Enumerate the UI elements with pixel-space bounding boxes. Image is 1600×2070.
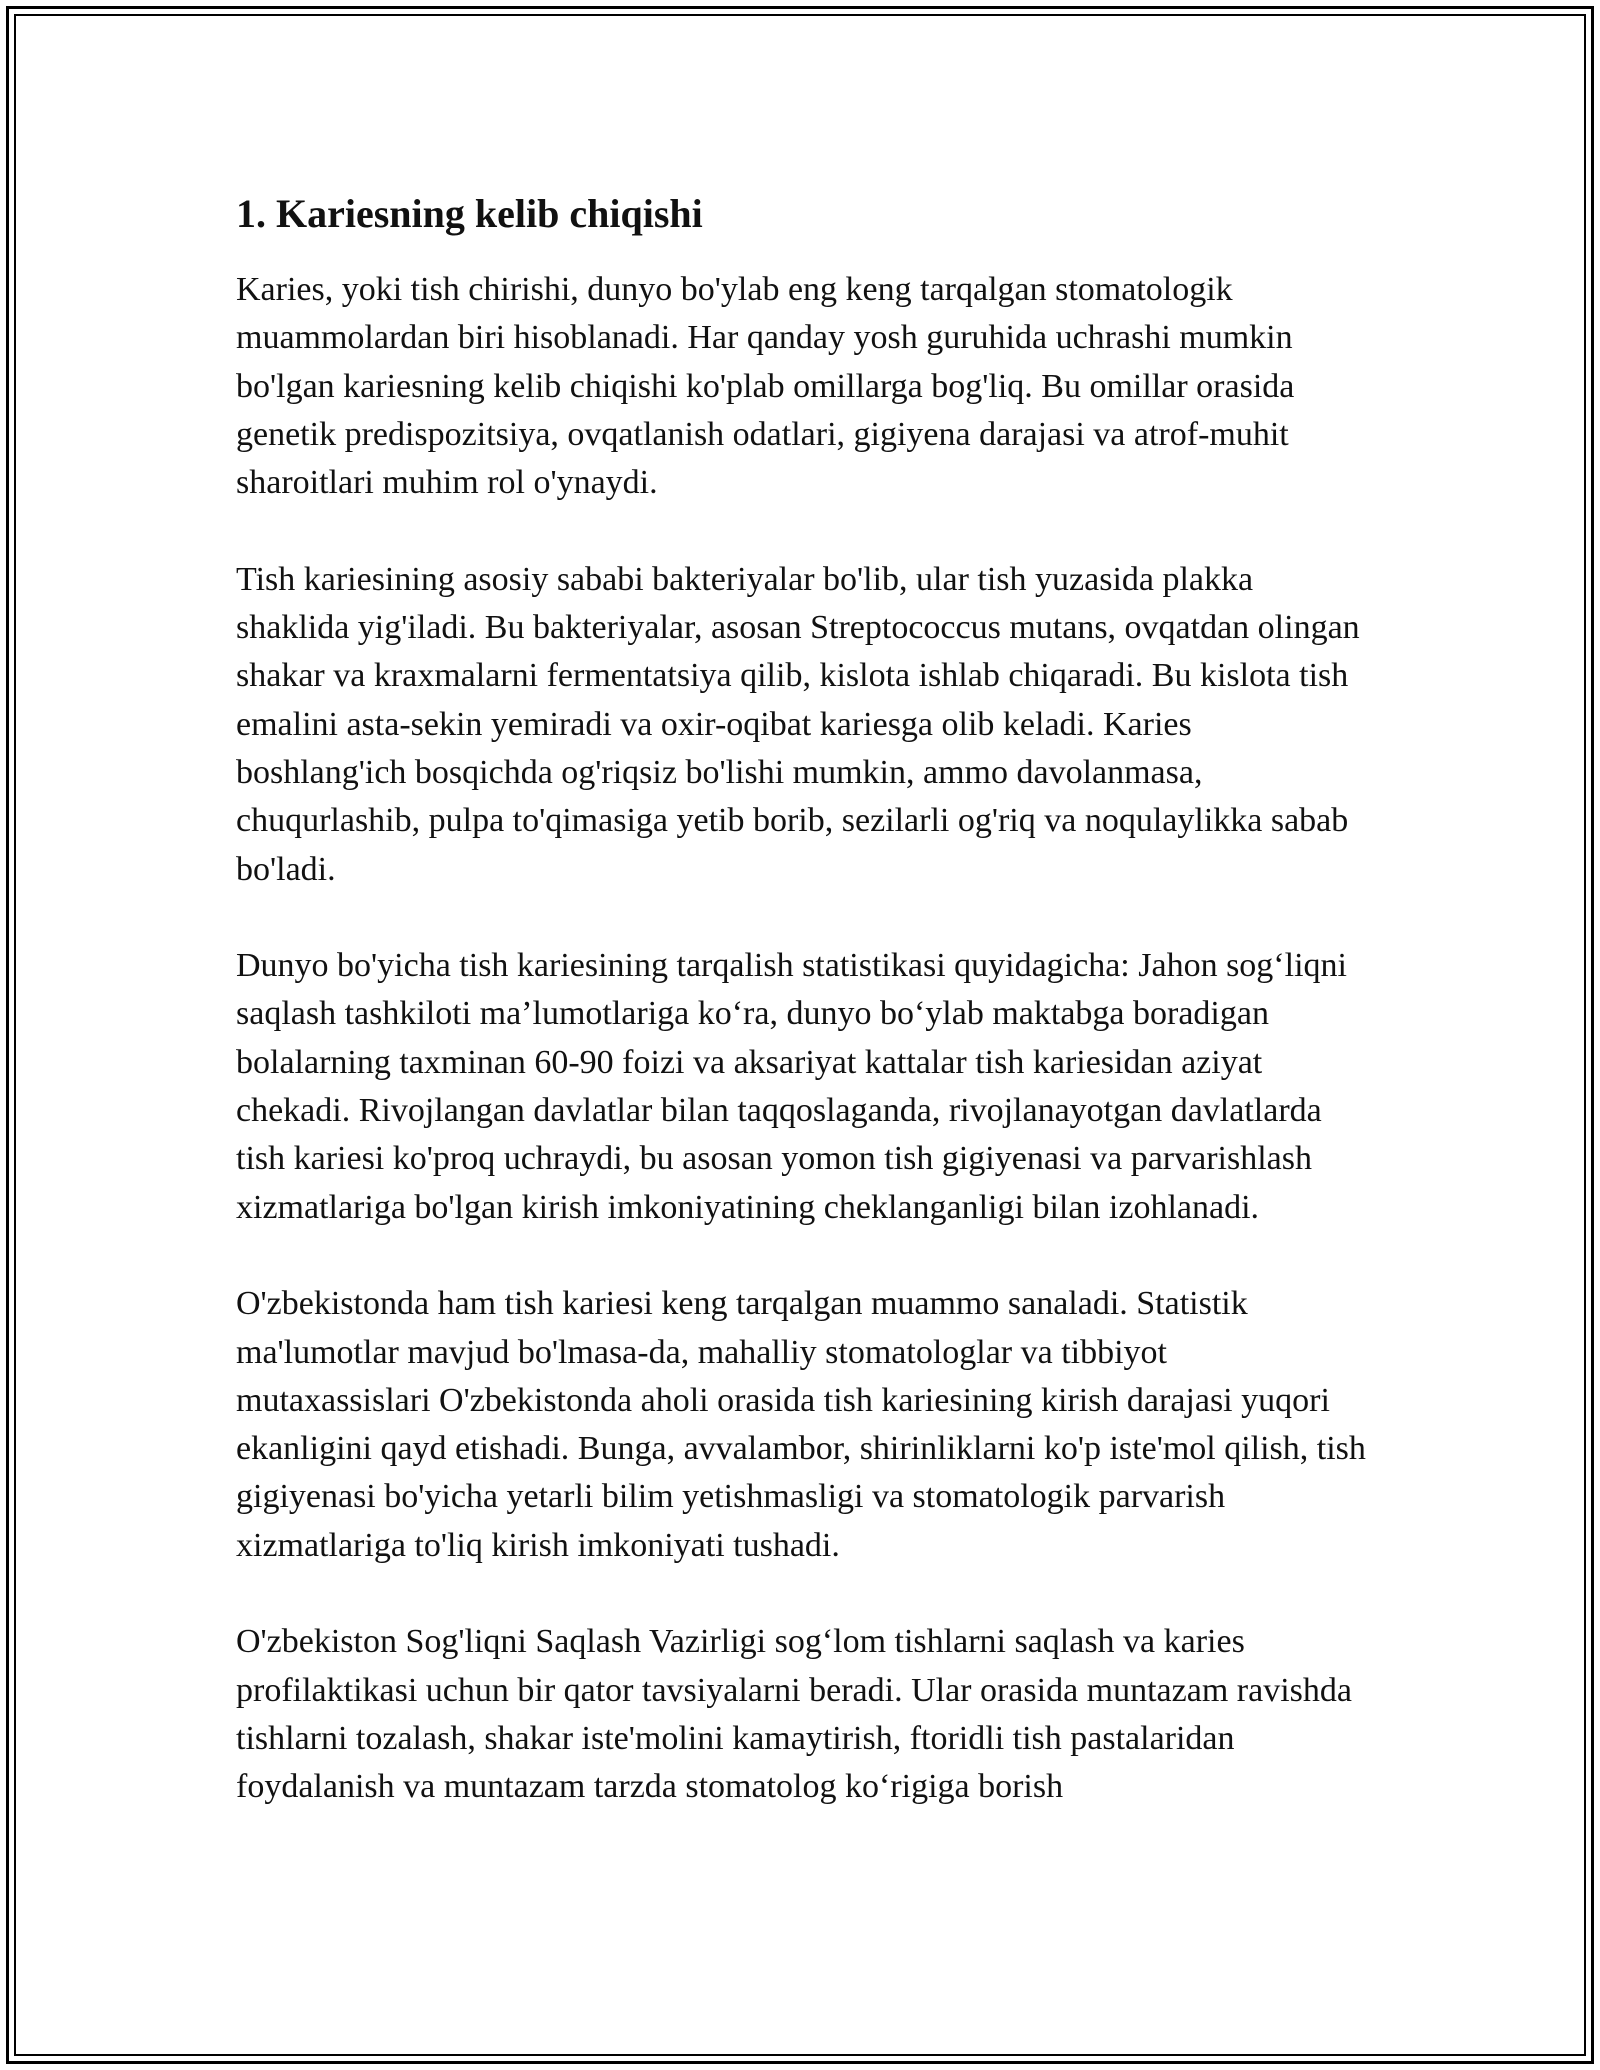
paragraph-3: Dunyo bo'yicha tish kariesining tarqalish statistikasi quyidagicha: Jahon sog‘liqni saqlash tashkiloti ma’lumotlariga ko‘ra, dunyo bo‘ylab maktabga boradigan bolalarning taxminan 60-90 foizi va aksariyat kattalar tish kariesidan aziyat chekadi. Rivojlangan davlatlar bilan taqqoslaganda, rivojlanayotgan davlatlarda tish kariesi ko'proq uchraydi, bu asosan yomon tish gigiyenasi va parvarishlash xizmatlariga bo'lgan kirish imkoniyatining cheklanganligi bilan izohlanadi. — [236, 947, 1347, 1226]
paragraph-1: Karies, yoki tish chirishi, dunyo bo'ylab eng keng tarqalgan stomatologik muammolardan biri hisoblanadi. Har qanday yosh guruhida uchrashi mumkin bo'lgan kariesning kelib chiqishi ko'plab omillarga bog'liq. Bu omillar orasida genetik predispozitsiya, ovqatlanish odatlari, gigiyena darajasi va atrof-muhit sharoitlari muhim rol o'ynaydi. — [236, 271, 1295, 502]
paragraph-5: O'zbekiston Sog'liqni Saqlash Vazirligi sog‘lom tishlarni saqlash va karies profilaktikasi uchun bir qator tavsiyalarni beradi. Ular orasida muntazam ravishda tishlarni tozalash, shakar iste'molini kamaytirish, ftoridli tish pastalaridan foydalanish va muntazam tarzda stomatolog ko‘rigiga borish — [236, 1623, 1352, 1806]
document-body — [236, 186, 1366, 1860]
paragraph-4: O'zbekistonda ham tish kariesi keng tarqalgan muammo sanaladi. Statistik ma'lumotlar mavjud bo'lmasa-da, mahalliy stomatologlar va tibbiyot mutaxassislari O'zbekistonda aholi orasida tish kariesining kirish darajasi yuqori ekanligini qayd etishadi. Bunga, avvalambor, shirinliklarni ko'p iste'mol qilish, tish gigiyenasi bo'yicha yetarli bilim yetishmasligi va stomatologik parvarish xizmatlariga to'liq kirish imkoniyati tushadi. — [236, 1285, 1366, 1564]
section-heading: 1. Kariesning kelib chiqishi — [236, 191, 703, 236]
paragraph-2: Tish kariesining asosiy sababi bakteriyalar bo'lib, ular tish yuzasida plakka shaklida yig'iladi. Bu bakteriyalar, asosan Streptococcus mutans, ovqatdan olingan shakar va kraxmalarni fermentatsiya qilib, kislota ishlab chiqaradi. Bu kislota tish emalini asta-sekin yemiradi va oxir-oqibat kariesga olib keladi. Karies boshlang'ich bosqichda og'riqsiz bo'lishi mumkin, ammo davolanmasa, chuqurlashib, pulpa to'qimasiga yetib borib, sezilarli og'riq va noqulaylikka sabab bo'ladi. — [236, 560, 1360, 888]
